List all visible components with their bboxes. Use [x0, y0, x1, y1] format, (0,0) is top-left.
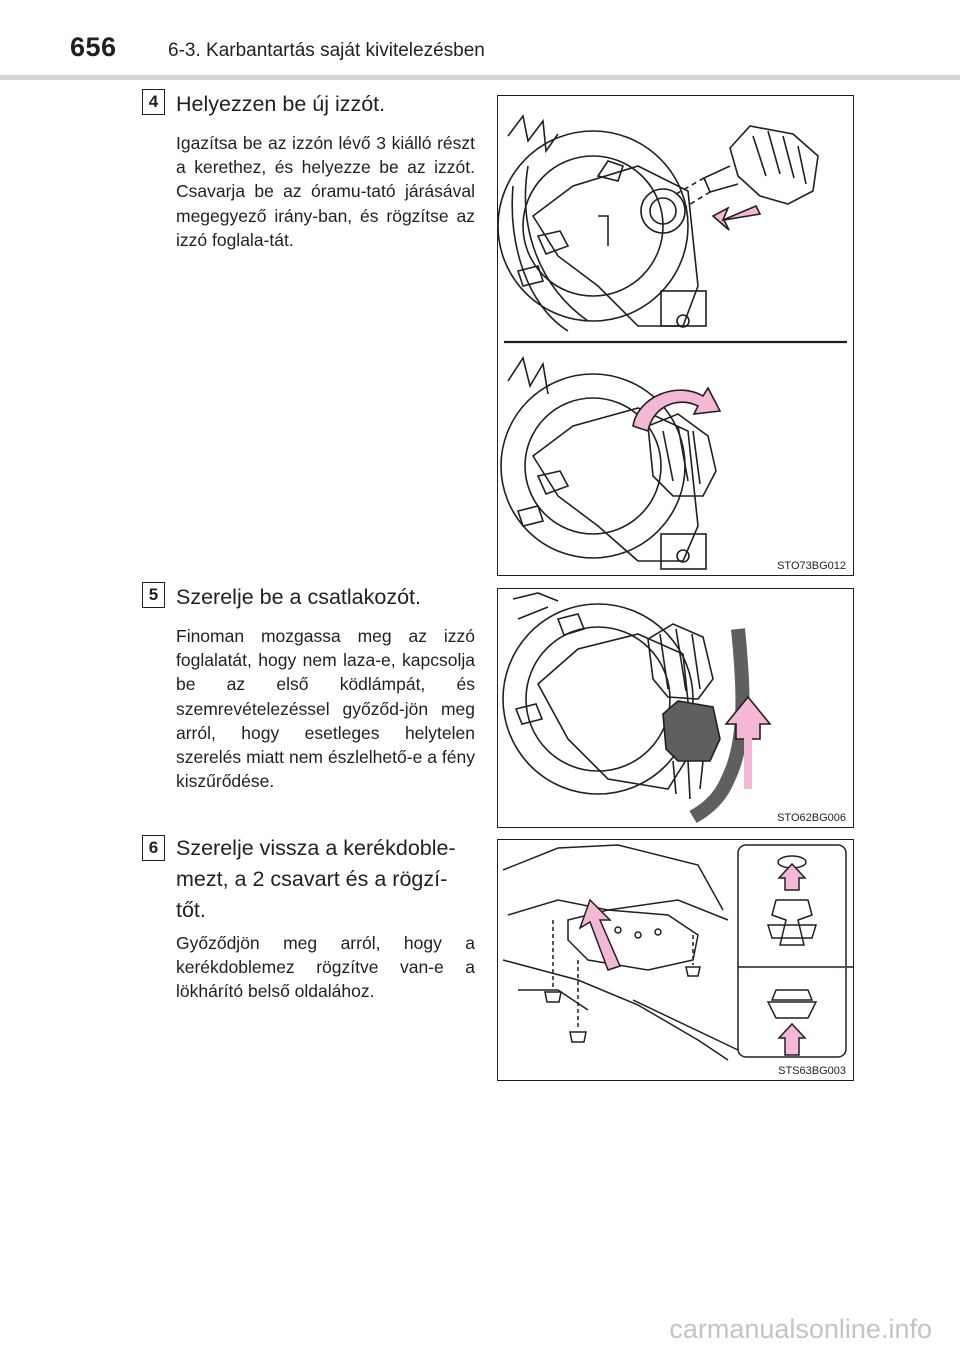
- step-title: Szerelje be a csatlakozót.: [176, 585, 421, 609]
- header-rule: [0, 75, 960, 80]
- step-title: Szerelje vissza a kerékdoble-mezt, a 2 csavart és a rögzí-tőt.: [176, 836, 456, 922]
- step-body-text: Finoman mozgassa meg az izzó foglalatát, hogy nem laza-e, kapcsolja be az első ködlámpát, és szemrevételezéssel győződ-jön meg arról, hogy esetleges helytelen szerelés miatt nem észlelhető-e a fény kiszűrődése.: [176, 626, 475, 792]
- step-number-badge: 6: [142, 835, 165, 861]
- bulb-install-figure: [497, 95, 854, 576]
- bulb-install-illustration: [498, 96, 853, 575]
- step-number-badge: 5: [142, 582, 165, 608]
- fender-liner-figure: [497, 839, 854, 1081]
- connector-install-illustration: [498, 589, 853, 827]
- figure-code: STO62BG006: [777, 812, 846, 824]
- step-number-badge: 4: [142, 89, 165, 115]
- fender-liner-illustration: [498, 840, 853, 1080]
- figure-code: STS63BG003: [778, 1065, 846, 1077]
- step-body-text: Győződjön meg arról, hogy a kerékdoblemez rögzítve van-e a lökhárító belső oldalához.: [176, 933, 475, 1002]
- figure-code: STO73BG012: [777, 560, 846, 572]
- connector-install-figure: [497, 588, 854, 828]
- step-title: Helyezzen be új izzót.: [176, 92, 386, 116]
- watermark: carmanualsonline.info: [669, 1314, 932, 1344]
- step-body-text: Igazítsa be az izzón lévő 3 kiálló részt a kerethez, és helyezze be az izzót. Csavarja be az óramu-tató járásával megegyező irány-ban, és rögzítse az izzó foglala-tát.: [176, 133, 475, 250]
- page-number: 656: [70, 32, 117, 62]
- section-title: 6-3. Karbantartás saját kivitelezésben: [168, 40, 485, 61]
